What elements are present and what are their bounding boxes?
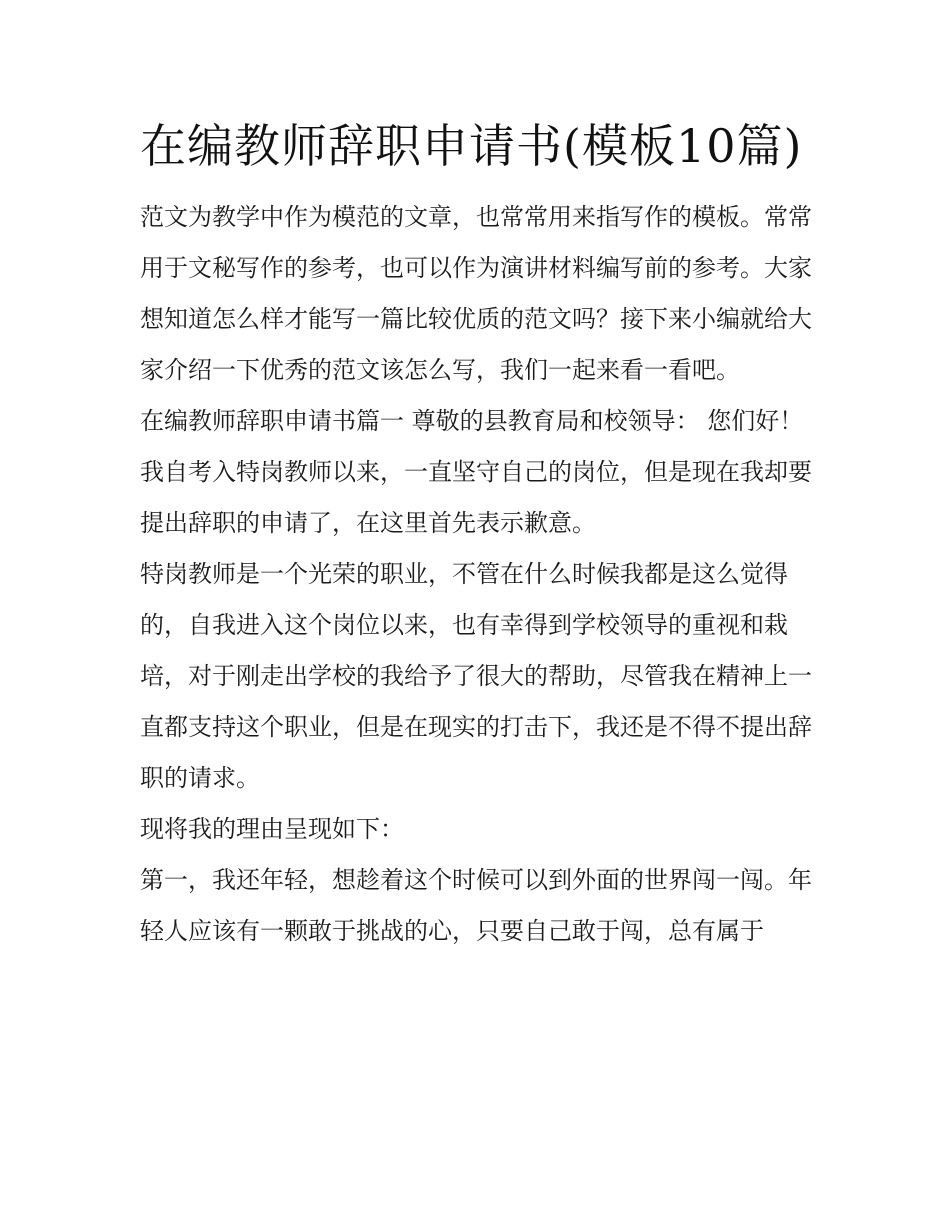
- body-paragraph: 现将我的理由呈现如下：: [140, 815, 404, 843]
- body-paragraph: 在编教师辞职申请书篇一 尊敬的县教育局和校领导： 您们好！ 我自考入特岗教师以来，一直坚守自己的岗位，但是现在我却要提出辞职的申请了，在这里首先表示歉意。: [140, 407, 812, 537]
- document-title: 在编教师辞职申请书(模板10篇): [140, 119, 803, 173]
- intro-paragraph: 范文为教学中作为模范的文章，也常常用来指写作的模板。常常用于文秘写作的参考，也可以作为演讲材料编写前的参考。大家想知道怎么样才能写一篇比较优质的范文吗？接下来小编就给大家介绍一下优秀的范文该怎么写，我们一起来看一看吧。: [140, 203, 812, 384]
- document-body: [140, 192, 812, 957]
- document-content: [140, 108, 812, 957]
- body-paragraph: 特岗教师是一个光荣的职业，不管在什么时候我都是这么觉得的，自我进入这个岗位以来，也有幸得到学校领导的重视和栽培，对于刚走出学校的我给予了很大的帮助，尽管我在精神上一直都支持这个职业，但是在现实的打击下，我还是不得不提出辞职的请求。: [140, 560, 812, 792]
- body-paragraph: 第一，我还年轻，想趁着这个时候可以到外面的世界闯一闯。年轻人应该有一颗敢于挑战的心，只要自己敢于闯，总有属于: [140, 866, 812, 945]
